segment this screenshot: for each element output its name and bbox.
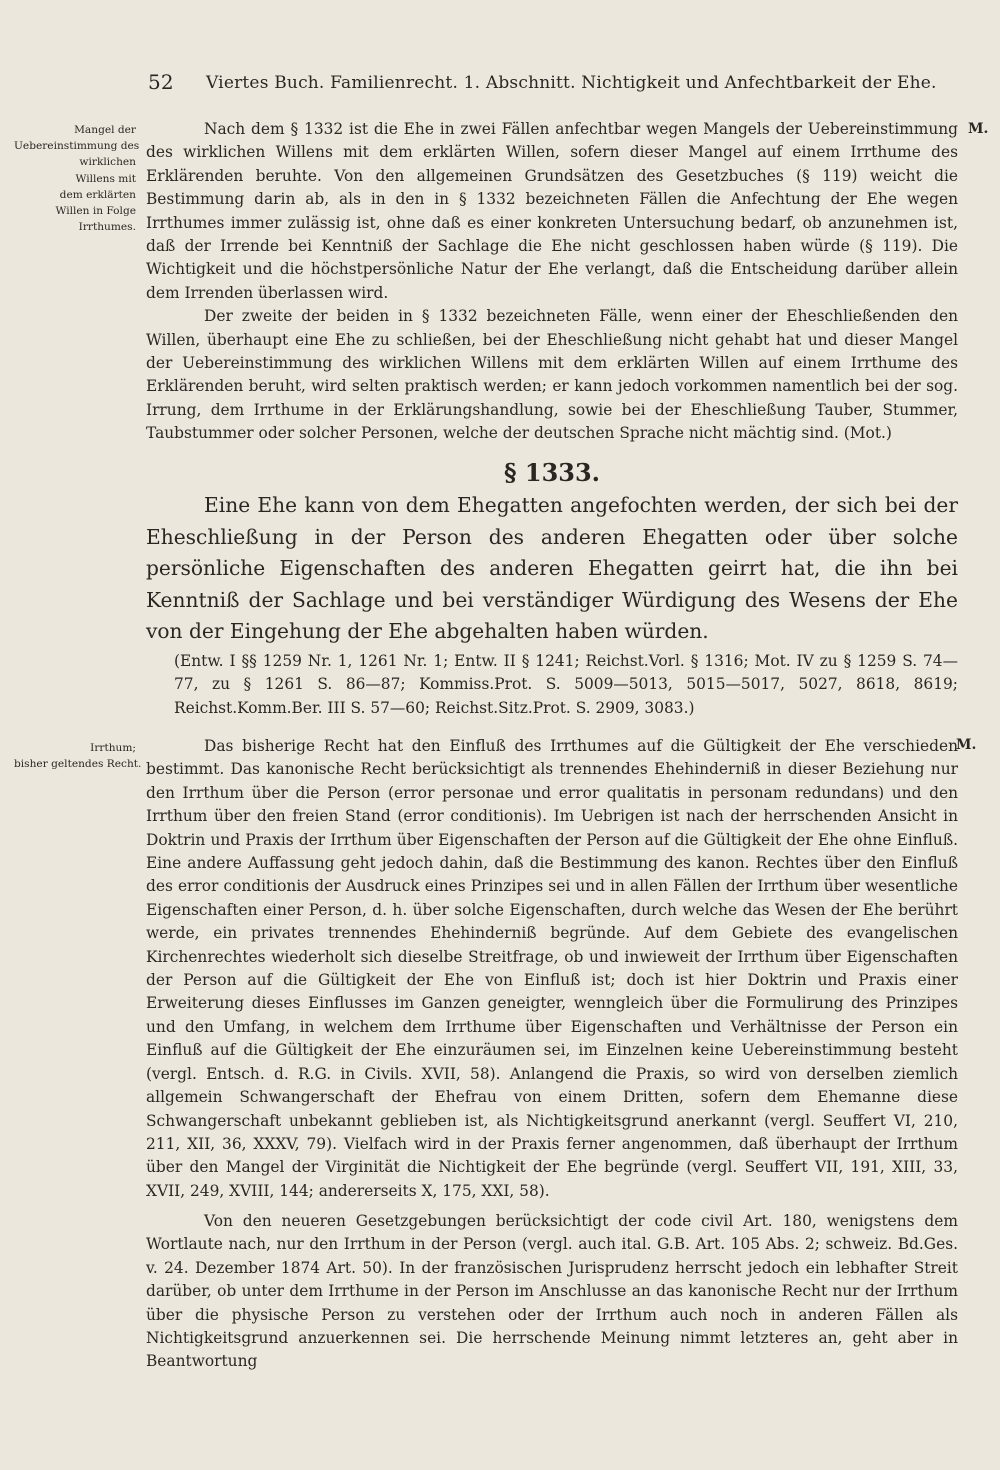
paragraph: Der zweite der beiden in § 1332 bezeichneten Fälle, wenn einer der Eheschließenden den Willen, überhaupt eine Ehe zu schließen, bei der Eheschließung nicht gehabt hat und dieser Mangel der Uebereinstimmung des wirklichen Willens mit dem erklärten Willen auf einem Irrthume des Erklärenden beruht, wird selten praktisch werden; er kann jedoch vorkommen namentlich bei der sog. Irrung, dem Irrthume in der Erklärungshandlung, sowie bei der Eheschließung Tauber, Stummer, Taubstummer oder solcher Personen, welche der deutschen Sprache nicht mächtig sind. (Mot.)	[146, 307, 958, 443]
sidenote-line: dem erklärten	[59, 188, 136, 201]
sidenote-line: Willen in Folge	[55, 205, 136, 218]
paragraph-block-1	[146, 118, 958, 446]
legislative-references: (Entw. I §§ 1259 Nr. 1, 1261 Nr. 1; Entw. II § 1241; Reichst.Vorl. § 1316; Mot. IV zu § 1259 S. 74—77, zu § 1261 S. 86—87; Kommiss.Prot. S. 5009—5013, 5015—5017, 5027, 8618, 8619; Reichst.Komm.Ber. III S. 57—60; Reichst.Sitz.Prot. S. 2909, 3083.)	[174, 652, 958, 717]
sidenote-willensmangel	[14, 122, 140, 235]
sidenote-line: Irrthumes.	[78, 221, 136, 234]
sidenote-irrthum	[14, 740, 142, 772]
paragraph: Von den neueren Gesetzgebungen berücksichtigt der code civil Art. 180, wenigstens dem Wortlaute nach, nur den Irrthum in der Person (vergl. auch ital. G.B. Art. 105 Abs. 2; schweiz. Bd.Ges. v. 24. Dezember 1874 Art. 50). In der französischen Jurisprudenz herrscht jedoch ein lebhafter Streit darüber, ob unter dem Irrthume in der Person im Anschlusse an das kanonische Recht nur der Irrthum über die physische Person zu verstehen oder der Irrthum auch noch in anderen Fällen als Nichtigkeitsgrund anzuerkennen sei. Die herrschende Meinung nimmt letzteres an, geht aber in Beantwortung	[146, 1212, 958, 1371]
sidenote-line: Mangel der	[74, 124, 136, 136]
page-header	[148, 70, 948, 104]
page-number: 52	[148, 70, 174, 94]
section-title: § 1333.	[503, 458, 601, 487]
sidenote-line: wirklichen	[79, 156, 136, 169]
sidenote-line: Uebereinstimmung des	[14, 140, 140, 153]
margin-mark-motive: M.	[968, 121, 989, 137]
law-text: Eine Ehe kann von dem Ehegatten angefochten werden, der sich bei der Eheschließung in der Person des anderen Ehegatten oder über solche persönliche Eigenschaften des anderen Ehegatten geirrt hat, die ihn bei Kenntniß der Sachlage und bei verständiger Würdigung des Wesens der Ehe von der Eingehung der Ehe abgehalten haben würden.	[146, 493, 958, 643]
running-title: Viertes Buch. Familienrecht. 1. Abschnitt. Nichtigkeit und Anfechtbarkeit der Ehe.	[206, 73, 937, 93]
sidenote-line: Willens mit	[75, 172, 136, 185]
paragraph: Nach dem § 1332 ist die Ehe in zwei Fällen anfechtbar wegen Mangels der Uebereinstimmung des wirklichen Willens mit dem erklärten Willen, sofern dieser Mangel auf einem Irrthume des Erklärenden beruhte. Von den allgemeinen Grundsätzen des Gesetzbuches (§ 119) weicht die Bestimmung darin ab, als in den in § 1332 bezeichneten Fällen die Anfechtung der Ehe wegen Irrthumes immer zulässig ist, ohne daß es einer konkreten Untersuchung bedarf, ob anzunehmen ist, daß der Irrende bei Kenntniß der Sachlage die Ehe nicht geschlossen haben würde (§ 119). Die Wichtigkeit und die höchstpersönliche Natur der Ehe verlangt, daß die Entscheidung darüber allein dem Irrenden überlassen wird.	[146, 120, 958, 302]
paragraph-block-3	[146, 735, 958, 1203]
sidenote-line: Irrthum;	[90, 742, 136, 754]
sidenote-line: bisher geltendes Recht.	[14, 758, 142, 771]
paragraph-block-4	[146, 1210, 958, 1374]
margin-mark-motive: M.	[956, 737, 977, 753]
paragraph: Das bisherige Recht hat den Einfluß des Irrthumes auf die Gültigkeit der Ehe verschieden bestimmt. Das kanonische Recht berücksichtigt als trennendes Ehehinderniß in dieser Beziehung nur den Irrthum über die Person (error personae und error qualitatis in personam redundans) und den Irrthum über den freien Stand (error conditionis). Im Uebrigen ist nach der herrschenden Ansicht in Doktrin und Praxis der Irrthum über Eigenschaften der Person auf die Gültigkeit der Ehe ohne Einfluß. Eine andere Auffassung geht jedoch dahin, daß die Bestimmung des kanon. Rechtes über den Einfluß des error conditionis der Ausdruck eines Prinzipes sei und in allen Fällen der Irrthum über wesentliche Eigenschaften einer Person, d. h. über solche Eigenschaften, durch welche das Wesen der Ehe berührt werde, ein privates trennendes Ehehinderniß begründe. Auf dem Gebiete des evangelischen Kirchenrechtes wiederholt sich dieselbe Streitfrage, ob und inwieweit der Irrthum über Eigenschaften der Person auf die Gültigkeit der Ehe von Einfluß ist; doch ist hier Doktrin und Praxis einer Erweiterung dieses Einflusses im Ganzen geneigter, wenngleich über die Formulirung des Prinzipes und den Umfang, in welchem dem Irrthume über Eigenschaften und Verhältnisse der Person ein Einfluß auf die Gültigkeit der Ehe einzuräumen sei, im Einzelnen keine Uebereinstimmung besteht (vergl. Entsch. d. R.G. in Civils. XVII, 58). Anlangend die Praxis, so wird von derselben ziemlich allgemein Schwangerschaft der Ehefrau von einem Dritten, sofern dem Ehemanne diese Schwangerschaft unbekannt geblieben ist, als Nichtigkeitsgrund anerkannt (vergl. Seuffert VI, 210, 211, XII, 36, XXXV, 79). Vielfach wird in der Praxis ferner angenommen, daß überhaupt der Irrthum über den Mangel der Virginität die Nichtigkeit der Ehe begründe (vergl. Seuffert VII, 191, XIII, 33, XVII, 249, XVIII, 144; andererseits X, 175, XXI, 58).	[146, 737, 958, 1200]
